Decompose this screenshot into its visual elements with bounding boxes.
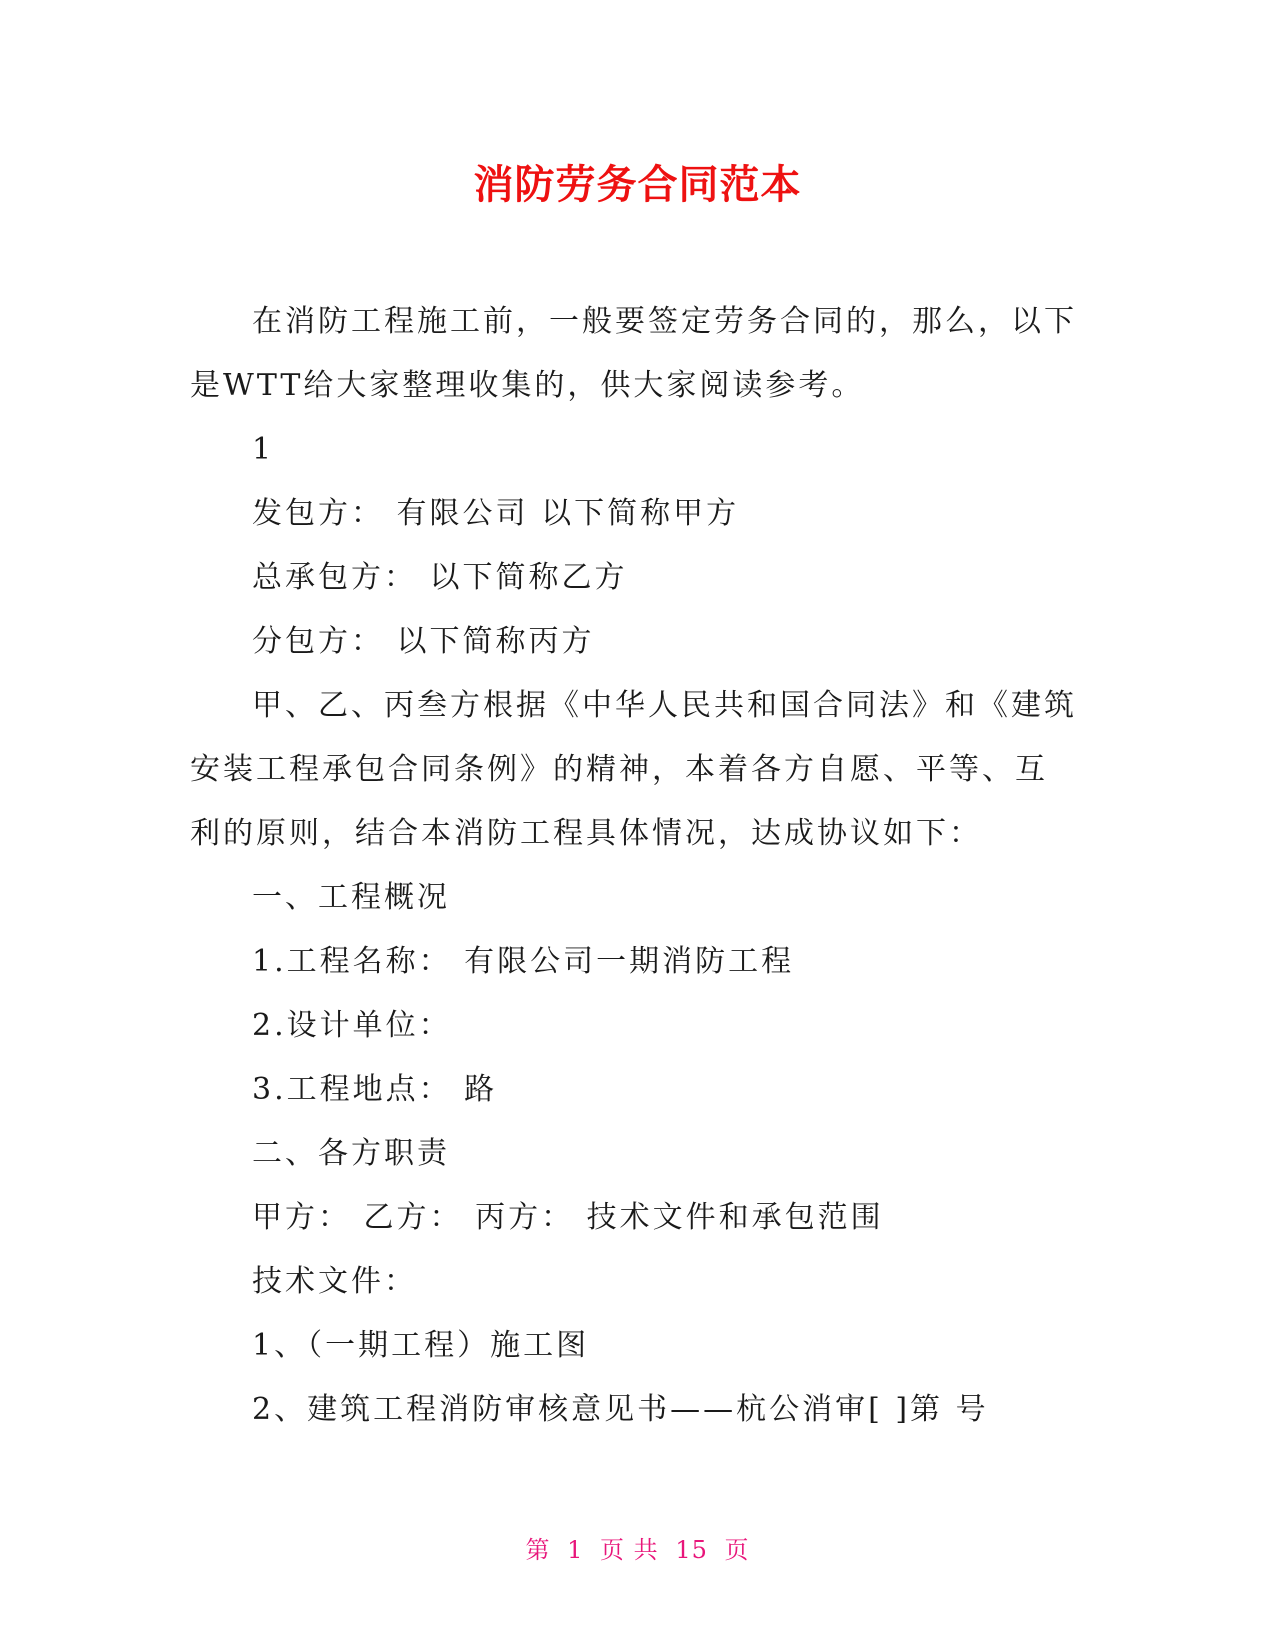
heading-technical-documents: 技术文件： [252,1264,417,1299]
footer-total-pages: 15 [675,1536,708,1564]
item-project-location: 3.工程地点： 路 [252,1072,498,1107]
paragraph-party-b: 总承包方： 以下简称乙方 [252,560,628,595]
document-body [190,290,1080,1442]
paragraph-party-a: 发包方： 有限公司 以下简称甲方 [252,496,740,531]
item-project-name: 1.工程名称： 有限公司一期消防工程 [252,944,795,979]
footer-page-label: 第 [525,1536,551,1564]
paragraph-intro: 在消防工程施工前，一般要签定劳务合同的，那么，以下是WTT给大家整理收集的，供大家阅读参考。 [190,304,1077,403]
paragraph-parties-scope: 甲方： 乙方： 丙方： 技术文件和承包范围 [252,1200,884,1235]
page-footer [0,1535,1275,1565]
paragraph-agreement-basis: 甲、乙、丙叁方根据《中华人民共和国合同法》和《建筑安装工程承包合同条例》的精神，本着各方自愿、平等、互利的原则，结合本消防工程具体情况，达成协议如下： [190,688,1077,851]
footer-of-label: 页 共 [600,1536,659,1564]
heading-responsibilities: 二、各方职责 [252,1136,450,1171]
item-fire-review-opinion: 2、建筑工程消防审核意见书——杭公消审[ ]第 号 [252,1392,989,1427]
item-design-unit: 2.设计单位： [252,1008,452,1043]
paragraph-party-c: 分包方： 以下简称丙方 [252,624,595,659]
footer-pages-label: 页 [724,1536,750,1564]
paragraph-section-number: 1 [252,432,275,467]
heading-project-overview: 一、工程概况 [252,880,450,915]
item-construction-drawings: 1、（一期工程）施工图 [252,1328,590,1363]
document-title: 消防劳务合同范本 [473,162,802,208]
footer-current-page: 1 [567,1536,584,1564]
